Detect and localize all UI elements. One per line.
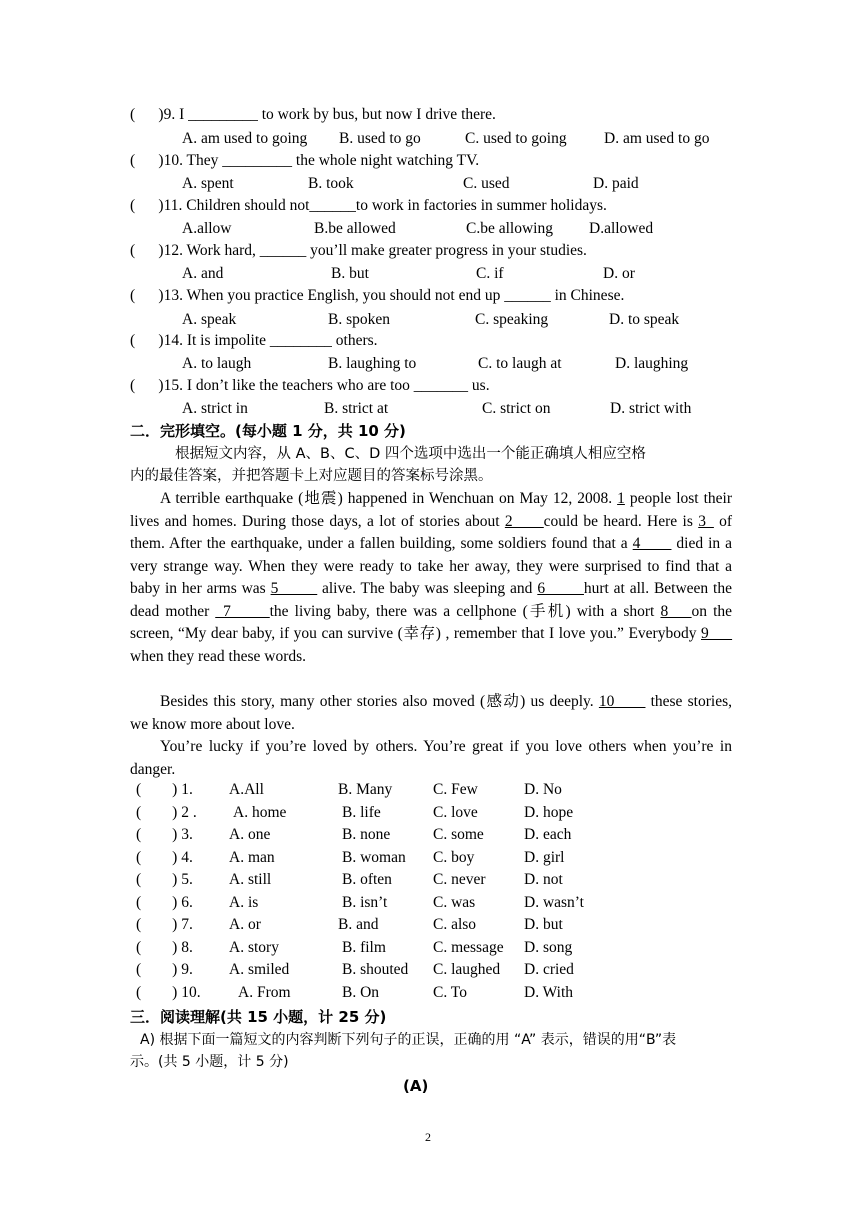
- option-a: A. or: [229, 916, 261, 933]
- option-c: C. Few: [433, 781, 478, 798]
- blank-10: 10____: [598, 693, 646, 710]
- mc-option: A. speak: [182, 311, 237, 328]
- mc-option: D. am used to go: [604, 130, 710, 147]
- option-a: A. story: [229, 938, 279, 956]
- mc-question-12: ( )12. Work hard, ______ you’ll make greater progress in your studies.: [130, 242, 587, 259]
- mc-option: C. speaking: [475, 311, 549, 328]
- mc-option: C. strict on: [482, 400, 551, 417]
- option-d: D. not: [524, 871, 563, 888]
- mc-option: C. used: [463, 175, 510, 192]
- question-number: ( ) 2 .: [136, 803, 197, 821]
- option-c: C. To: [433, 983, 467, 1001]
- option-d: D. hope: [524, 803, 574, 821]
- reading-instruction-line-1: A) 根据下面一篇短文的内容判断下列句子的正误，正确的用 “A” 表示，错误的用“B”表: [140, 1032, 677, 1048]
- mc-option: B. strict at: [324, 400, 389, 417]
- mc-option: D. strict with: [610, 400, 692, 417]
- mc-option: B. spoken: [328, 311, 390, 328]
- passage-text: when they read these words.: [130, 647, 307, 665]
- mc-option: B. took: [308, 175, 354, 192]
- option-b: B. Many: [338, 781, 393, 798]
- blank-1: 1: [617, 490, 625, 507]
- mc-option: D. paid: [593, 175, 639, 192]
- blank-8: 8___: [660, 602, 692, 620]
- blank-6: 6_____: [537, 580, 584, 597]
- question-number: ( ) 9.: [136, 961, 193, 978]
- mc-question-10: ( )10. They _________ the whole night watching TV.: [130, 152, 480, 169]
- mc-option: D.allowed: [589, 220, 654, 237]
- option-c: C. love: [433, 803, 478, 821]
- passage-label: (A): [403, 1077, 429, 1095]
- option-d: D. With: [524, 983, 574, 1001]
- option-b: B. film: [342, 938, 386, 956]
- option-a: A. one: [229, 826, 271, 843]
- mc-option: B. but: [331, 265, 369, 282]
- passage-text: died in a very strange way. When they were ready to take her away, they were surprised to find that a baby in her arms was: [130, 535, 733, 597]
- mc-option: C. if: [476, 265, 504, 282]
- passage-text: alive. The baby was sleeping and: [317, 580, 538, 597]
- option-d: D. each: [524, 826, 572, 843]
- option-a: A. man: [229, 848, 275, 866]
- mc-option: A. and: [182, 265, 224, 282]
- option-a: A.All: [229, 781, 264, 798]
- mc-option: D. to speak: [609, 311, 680, 328]
- passage-text: A terrible earthquake (地震) happened in Wenchuan on May 12, 2008.: [160, 490, 618, 507]
- mc-option: A. am used to going: [182, 130, 308, 147]
- option-c: C. boy: [433, 848, 475, 866]
- option-a: A. still: [229, 871, 272, 888]
- option-b: B. isn’t: [342, 893, 388, 911]
- option-d: D. song: [524, 938, 573, 956]
- section-heading-cloze: 二．完形填空。(每小题 1 分，共 10 分): [130, 422, 406, 440]
- passage-text: Besides this story, many other stories also moved (感动) us deeply.: [160, 693, 599, 710]
- option-b: B. life: [342, 803, 381, 821]
- question-number: ( ) 4.: [136, 848, 193, 866]
- question-number: ( ) 8.: [136, 938, 193, 956]
- mc-option: A. spent: [182, 175, 234, 192]
- option-c: C. message: [433, 938, 504, 956]
- mc-option: D. or: [603, 265, 635, 282]
- mc-question-11: ( )11. Children should not______to work in factories in summer holidays.: [130, 197, 607, 214]
- option-c: C. also: [433, 916, 477, 933]
- mc-option: C. used to going: [465, 130, 567, 147]
- passage-text: these stories, we know more about love.: [130, 693, 732, 733]
- section-heading-reading: 三．阅读理解(共 15 小题，计 25 分): [130, 1008, 387, 1026]
- question-number: ( ) 7.: [136, 916, 193, 933]
- mc-question-9: ( )9. I _________ to work by bus, but now I drive there.: [130, 106, 496, 123]
- blank-7: _7_____: [215, 602, 270, 620]
- passage-text: on the screen, “My dear baby, if you can survive (幸存) , remember that I love you.” Everybody: [130, 602, 733, 642]
- passage-text: could be heard. Here is: [543, 512, 699, 530]
- mc-question-14: ( )14. It is impolite ________ others.: [130, 332, 378, 349]
- mc-option: B. laughing to: [328, 355, 417, 372]
- option-c: C. never: [433, 871, 486, 888]
- blank-5: 5_____: [270, 580, 318, 597]
- option-b: B. and: [338, 916, 379, 933]
- reading-instruction-line-2: 示。(共 5 小题，计 5 分): [130, 1054, 289, 1070]
- mc-option: B.be allowed: [314, 220, 396, 237]
- mc-question-15: ( )15. I don’t like the teachers who are too _______ us.: [130, 377, 490, 394]
- question-number: ( ) 1.: [136, 781, 193, 798]
- option-d: D. wasn’t: [524, 893, 584, 911]
- passage-text: the living baby, there was a cellphone (手机) with a short: [269, 602, 661, 620]
- option-c: C. laughed: [433, 961, 501, 978]
- passage-text: of them. After the earthquake, under a fallen building, some soldiers found that a: [130, 512, 732, 552]
- cloze-passage-paragraph-1: [130, 488, 732, 668]
- blank-4: 4____: [632, 535, 672, 552]
- question-number: ( ) 10.: [136, 983, 201, 1001]
- mc-option: C.be allowing: [466, 220, 553, 237]
- option-b: B. On: [342, 983, 380, 1001]
- passage-text: people lost their lives and homes. During those days, a lot of stories about: [130, 490, 732, 530]
- cloze-passage-paragraph-3: You’re lucky if you’re loved by others. You’re great if you love others when you’re in danger.: [130, 738, 732, 778]
- option-b: B. none: [342, 826, 391, 843]
- option-c: C. some: [433, 826, 484, 843]
- blank-9: 9___: [701, 625, 732, 642]
- mc-option: A. to laugh: [182, 355, 252, 372]
- option-b: B. often: [342, 871, 392, 888]
- mc-option: B. used to go: [339, 130, 421, 147]
- option-d: D. No: [524, 781, 562, 798]
- cloze-instruction-line-2: 内的最佳答案，并把答题卡上对应题目的答案标号涂黑。: [130, 468, 493, 484]
- blank-3: 3_: [698, 512, 714, 530]
- option-a: A. From: [238, 983, 291, 1001]
- option-a: A. is: [229, 893, 259, 911]
- option-c: C. was: [433, 893, 476, 911]
- question-number: ( ) 5.: [136, 871, 193, 888]
- mc-question-13: ( )13. When you practice English, you should not end up ______ in Chinese.: [130, 287, 625, 304]
- mc-option: C. to laugh at: [478, 355, 562, 372]
- cloze-passage-paragraph-2: [130, 691, 732, 736]
- page-number: 2: [425, 1130, 431, 1144]
- option-d: D. but: [524, 916, 563, 933]
- option-b: B. woman: [342, 848, 406, 866]
- option-d: D. girl: [524, 848, 565, 866]
- mc-option: A. strict in: [182, 400, 248, 417]
- cloze-instruction-line-1: 根据短文内容，从 A、B、C、D 四个选项中选出一个能正确填人相应空格: [175, 446, 646, 462]
- option-a: A. home: [233, 803, 287, 821]
- passage-text: hurt at all. Between the dead mother: [130, 580, 732, 620]
- option-a: A. smiled: [229, 961, 290, 978]
- blank-2: 2____: [504, 512, 544, 530]
- mc-option: D. laughing: [615, 355, 689, 372]
- question-number: ( ) 6.: [136, 893, 193, 911]
- option-d: D. cried: [524, 961, 574, 978]
- question-number: ( ) 3.: [136, 826, 193, 843]
- option-b: B. shouted: [342, 961, 409, 978]
- mc-option: A.allow: [182, 220, 232, 237]
